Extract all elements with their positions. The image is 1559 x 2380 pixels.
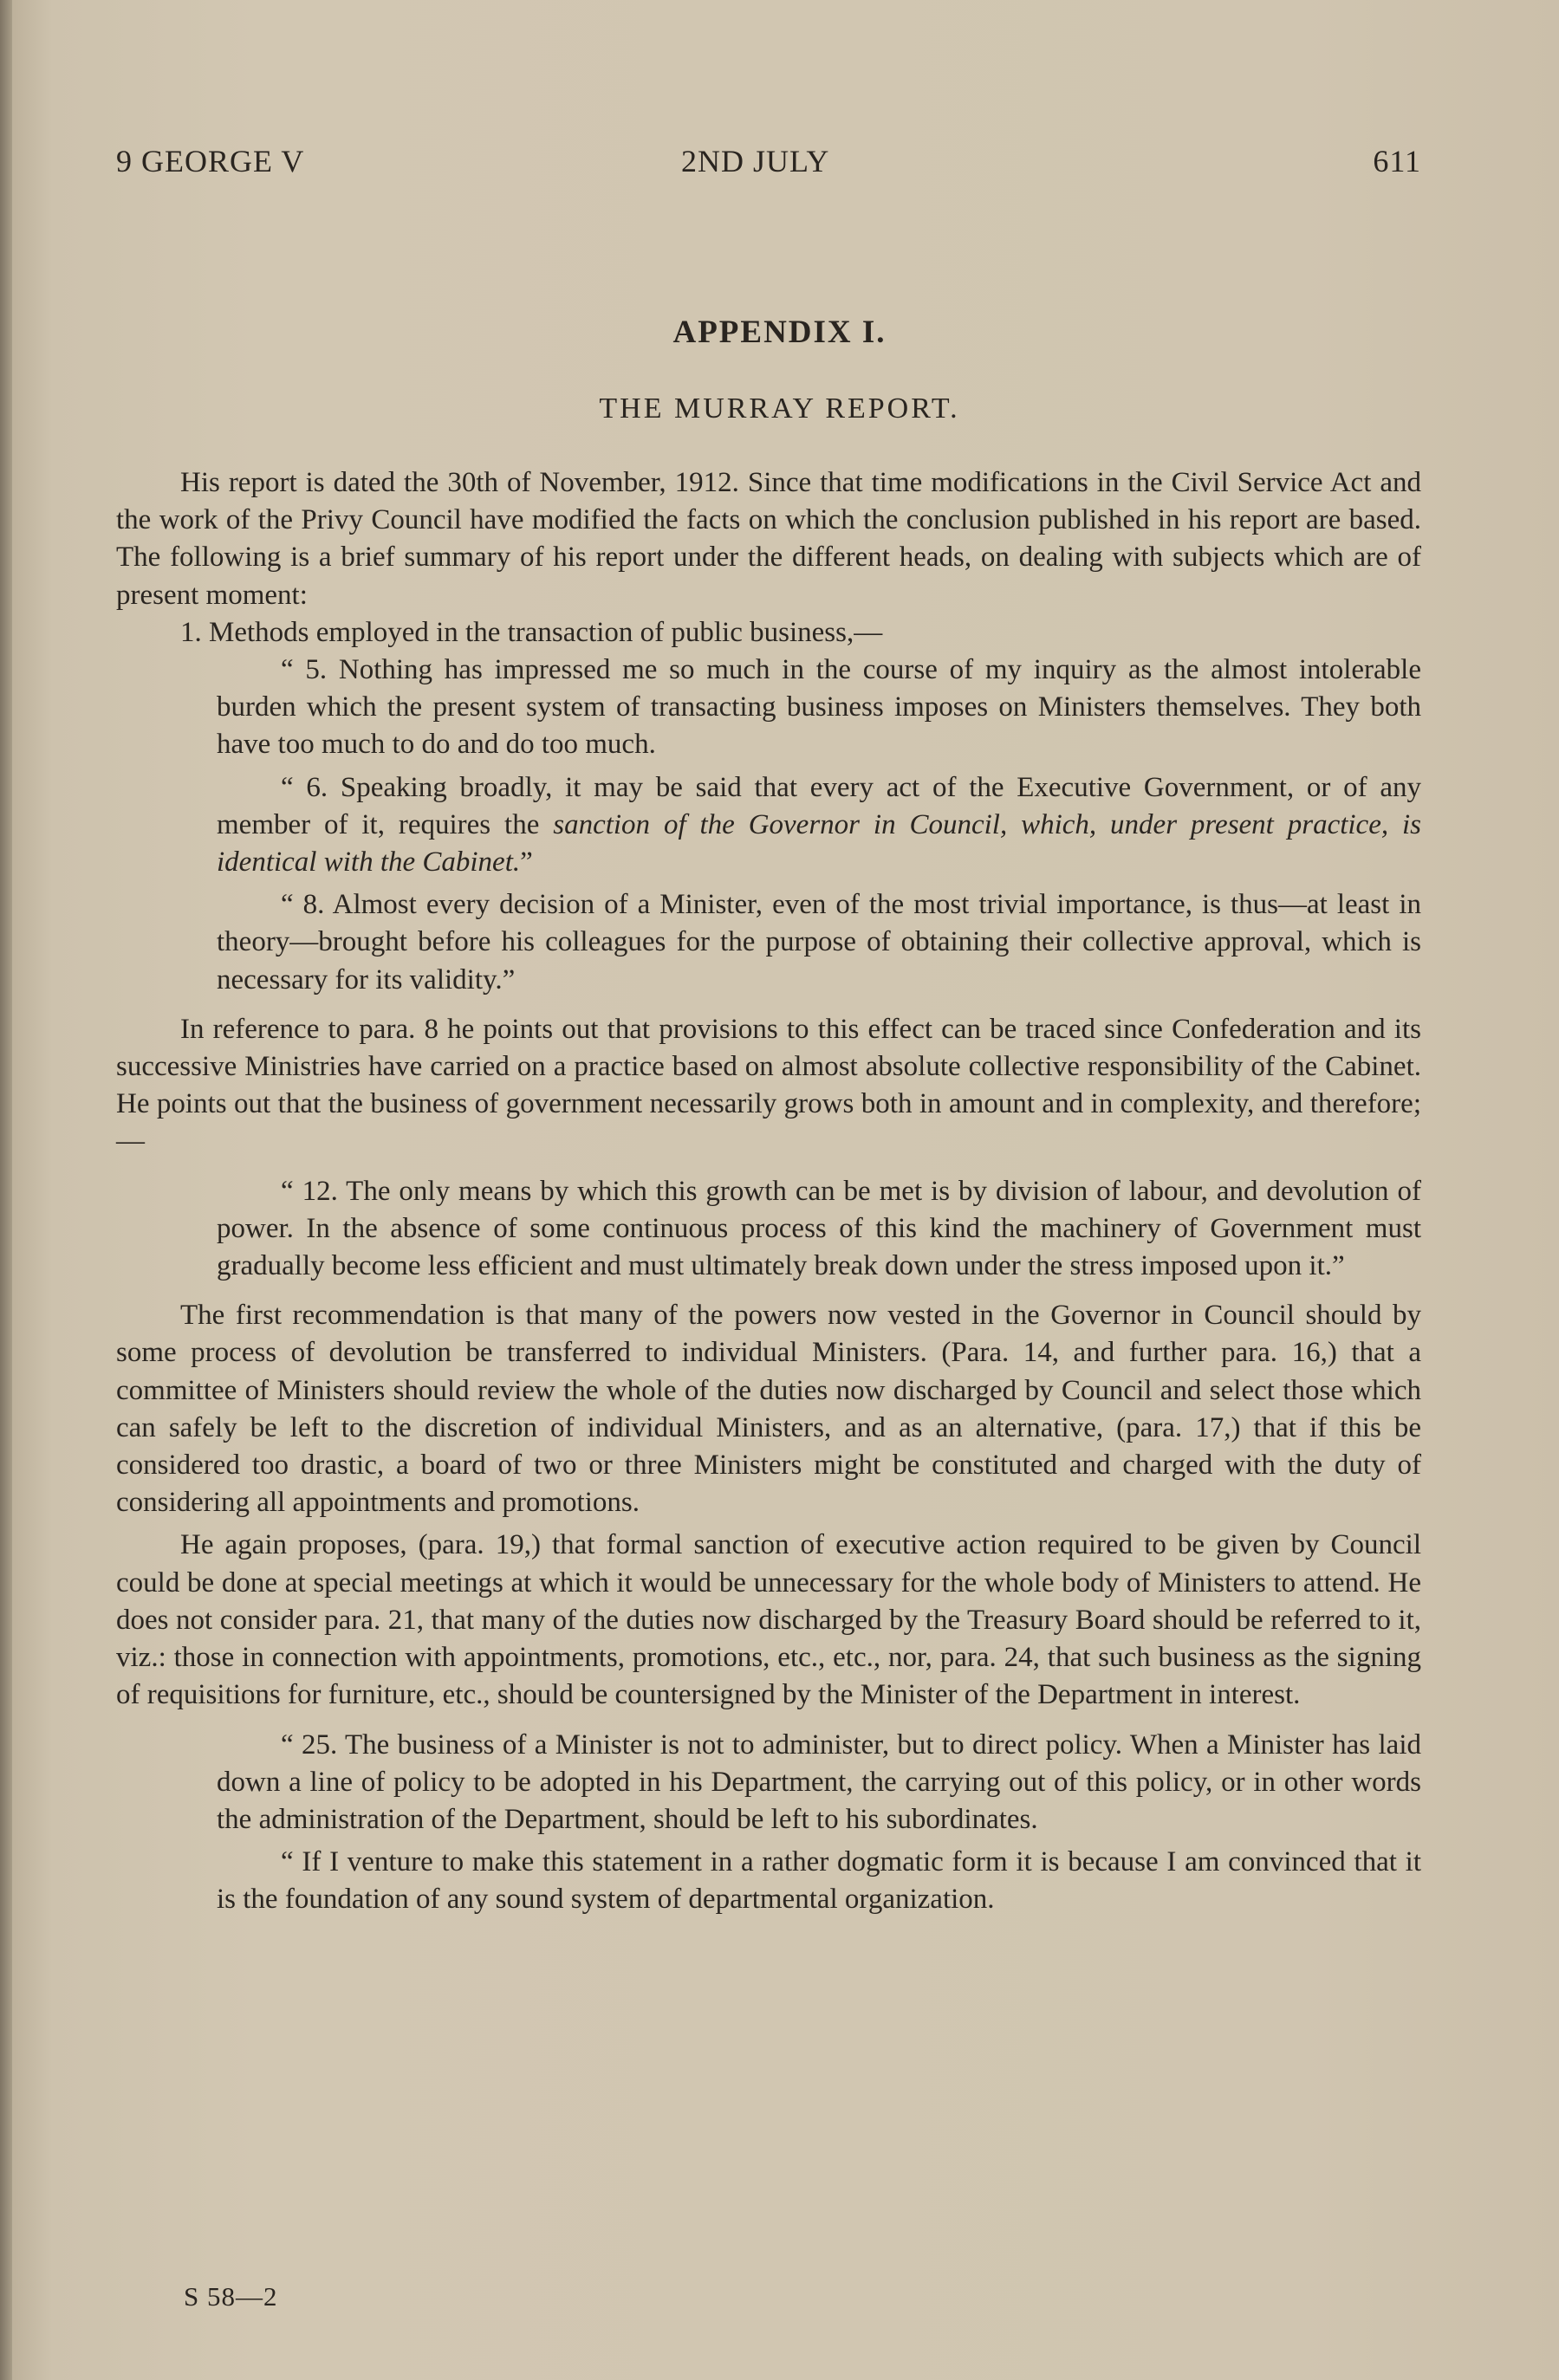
page-binding-edge <box>0 0 12 2380</box>
quote-para-6-italic: sanction of the Governor in Council, which, under present practice, is identical with the Cabinet. <box>217 808 1422 879</box>
quote-para-6 <box>116 769 1421 882</box>
paragraph-reference: In reference to para. 8 he points out that provisions to this effect can be traced since Confederation and its successive Ministries have carried on a practice based on almost absolute collective responsibility of the Cabinet. He points out that the business of government necessarily grows both in amount and in complexity, and therefore;— <box>116 1013 1421 1158</box>
signature-mark: S 58—2 <box>184 2281 278 2312</box>
list-item-methods: 1. Methods employed in the transaction of public business,— <box>180 616 883 648</box>
quote-para-6-close: ” <box>520 846 533 879</box>
header-session: 9 GEORGE V <box>116 144 305 178</box>
quote-para-8: “ 8. Almost every decision of a Minister, even of the most trivial importance, is thus—at least in theory—brought before his colleagues for the purpose of obtaining their collective approval, which is necessary for its validity.” <box>217 889 1421 995</box>
quote-para-25: “ 25. The business of a Minister is not to administer, but to direct policy. When a Minister has laid down a line of policy to be adopted in his Department, the carrying out of this policy, or in other words the administration of the Department, should be left to his subordinates. <box>217 1728 1421 1835</box>
paragraph-first-recommendation: The first recommendation is that many of the powers now vested in the Governor in Council should by some process of devolution be transferred to individual Ministers. (Para. 14, and further para. 16,) that a committee of Ministers should review the whole of the duties now discharged by Council and select those which can safely be left to the discretion of individual Ministers, and as an alternative, (para. 17,) that if this be considered too drastic, a board of two or three Ministers might be constituted and charged with the duty of considering all appointments and promotions. <box>116 1300 1421 1519</box>
page-number: 611 <box>1373 144 1421 178</box>
quote-para-5: “ 5. Nothing has impressed me so much in the course of my inquiry as the almost intolerable burden which the present system of transacting business imposes on Ministers themselves. They both have too much to do and do too much. <box>217 654 1421 761</box>
header-date: 2ND JULY <box>681 144 830 178</box>
document-body <box>116 464 1421 1919</box>
appendix-title: APPENDIX I. <box>672 315 887 350</box>
quote-para-12: “ 12. The only means by which this growth can be met is by division of labour, and devolution of power. In the absence of some continuous process of this kind the machinery of Government must gradually become less efficient and must ultimately break down under the stress imposed upon it.” <box>217 1175 1421 1282</box>
running-header <box>116 143 1421 186</box>
report-title: THE MURRAY REPORT. <box>599 392 960 425</box>
quote-para-6-text: “ 6. Speaking broadly, it may be said that every act of the Executive Government, or of any member of it, requires the <box>217 771 1421 840</box>
paragraph-intro: His report is dated the 30th of November, 1912. Since that time modifications in the Civil Service Act and the work of the Privy Council have modified the facts on which the conclusion published in his report are based. The following is a brief summary of his report under the different heads, on dealing with subjects which are of present moment: <box>116 467 1421 611</box>
paragraph-proposals: He again proposes, (para. 19,) that formal sanction of executive action required to be given by Council could be done at special meetings at which it would be unnecessary for the whole body of Ministers to attend. He does not consider para. 21, that many of the duties now discharged by the Treasury Board should be referred to it, viz.: those in connection with appointments, promotions, etc., etc., nor, para. 24, that such business as the signing of requisitions for furniture, etc., should be countersigned by the Minister of the Department in interest. <box>116 1529 1421 1711</box>
quote-para-25-continued: “ If I venture to make this statement in a rather dogmatic form it is because I am convinced that it is the foundation of any sound system of departmental organization. <box>217 1846 1421 1916</box>
